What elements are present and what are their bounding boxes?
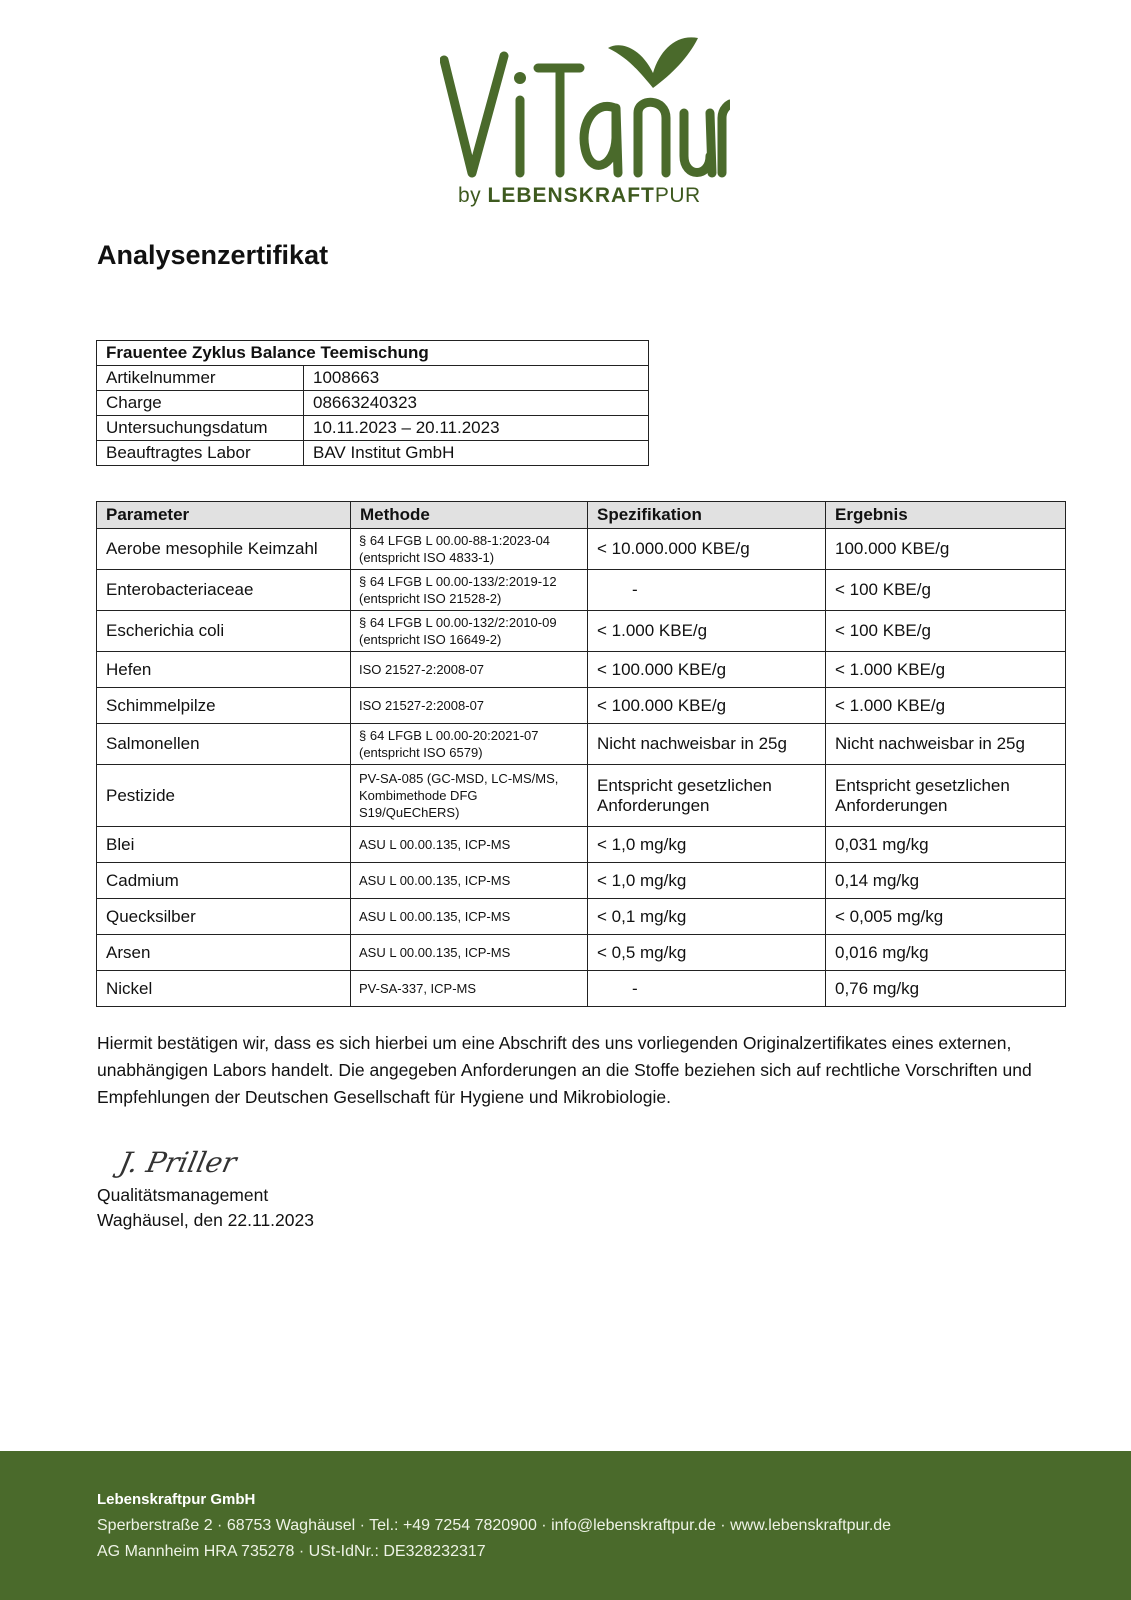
table-row [97,765,1066,827]
cell-parameter: Blei [97,827,351,863]
table-row [97,971,1066,1007]
info-row [97,391,649,416]
cell-result: 0,016 mg/kg [826,935,1066,971]
place-date: Waghäusel, den 22.11.2023 [97,1210,314,1230]
table-row [97,570,1066,611]
cell-method: ASU L 00.00.135, ICP-MS [351,899,588,935]
results-header-row [97,502,1066,529]
cell-method: ISO 21527-2:2008-07 [351,652,588,688]
info-label: Artikelnummer [97,366,304,391]
signer-block [97,1183,314,1233]
cell-parameter: Schimmelpilze [97,688,351,724]
info-label: Untersuchungsdatum [97,416,304,441]
cell-method: ISO 21527-2:2008-07 [351,688,588,724]
cell-parameter: Aerobe mesophile Keimzahl [97,529,351,570]
cell-parameter: Salmonellen [97,724,351,765]
analysis-results-table [96,501,1066,1007]
header-specification: Spezifikation [588,502,826,529]
cell-specification: < 10.000.000 KBE/g [588,529,826,570]
cell-parameter: Enterobacteriaceae [97,570,351,611]
info-value: 08663240323 [304,391,649,416]
header-result: Ergebnis [826,502,1066,529]
cell-parameter: Hefen [97,652,351,688]
cell-result: 0,14 mg/kg [826,863,1066,899]
footer-bar [0,1451,1131,1600]
tagline-suffix: PUR [654,184,701,207]
cell-specification: < 1.000 KBE/g [588,611,826,652]
footer-company: Lebenskraftpur GmbH [97,1491,256,1508]
table-row [97,688,1066,724]
cell-result: Entspricht gesetzlichen Anforderungen [826,765,1066,827]
document-title: Analysenzertifikat [97,240,329,270]
info-value: 10.11.2023 – 20.11.2023 [304,416,649,441]
cell-method: § 64 LFGB L 00.00-133/2:2019-12 (entspricht ISO 21528-2) [351,570,588,611]
info-value: 1008663 [304,366,649,391]
info-value: BAV Institut GmbH [304,441,649,466]
cell-specification: - [588,570,826,611]
cell-method: ASU L 00.00.135, ICP-MS [351,863,588,899]
cell-parameter: Quecksilber [97,899,351,935]
product-info-table [96,340,649,466]
info-label: Beauftragtes Labor [97,441,304,466]
cell-parameter: Nickel [97,971,351,1007]
tagline-bold: LEBENSKRAFT [487,184,655,207]
info-row [97,366,649,391]
info-row [97,416,649,441]
header-method: Methode [351,502,588,529]
cell-method: § 64 LFGB L 00.00-132/2:2010-09 (entspricht ISO 16649-2) [351,611,588,652]
product-name-row [97,341,649,366]
cell-result: 0,76 mg/kg [826,971,1066,1007]
cell-result: < 1.000 KBE/g [826,688,1066,724]
cell-result: Nicht nachweisbar in 25g [826,724,1066,765]
cell-result: < 100 KBE/g [826,570,1066,611]
table-row [97,827,1066,863]
cell-method: ASU L 00.00.135, ICP-MS [351,935,588,971]
signer-role: Qualitätsmanagement [97,1185,269,1205]
table-row [97,899,1066,935]
cell-parameter: Escherichia coli [97,611,351,652]
header-parameter: Parameter [97,502,351,529]
cell-parameter: Cadmium [97,863,351,899]
brand-tagline [458,184,701,208]
handwritten-signature: J. Priller [116,1146,240,1179]
cell-specification: - [588,971,826,1007]
footer-registry: AG Mannheim HRA 735278 · USt-IdNr.: DE328232317 [97,1543,486,1560]
table-row [97,935,1066,971]
cell-result: < 0,005 mg/kg [826,899,1066,935]
table-row [97,863,1066,899]
table-row [97,652,1066,688]
cell-method: § 64 LFGB L 00.00-20:2021-07 (entspricht ISO 6579) [351,724,588,765]
cell-specification: < 1,0 mg/kg [588,863,826,899]
cell-result: 0,031 mg/kg [826,827,1066,863]
table-row [97,724,1066,765]
cell-specification: Nicht nachweisbar in 25g [588,724,826,765]
vitanur-logo-graphic [440,28,730,188]
table-row [97,611,1066,652]
certification-statement: Hiermit bestätigen wir, dass es sich hierbei um eine Abschrift des uns vorliegenden Originalzertifikates eines externen, unabhängigen Labors handelt. Die angegeben Anforderungen an die Stoffe beziehen sich auf rechtliche Vorschriften und Empfehlungen der Deutschen Gesellschaft für Hygiene und Mikrobiologie. [97,1033,1032,1107]
cell-specification: < 0,1 mg/kg [588,899,826,935]
cell-result: 100.000 KBE/g [826,529,1066,570]
cell-specification: < 0,5 mg/kg [588,935,826,971]
product-name: Frauentee Zyklus Balance Teemischung [97,341,649,366]
table-row [97,529,1066,570]
cell-method: § 64 LFGB L 00.00-88-1:2023-04 (entspricht ISO 4833-1) [351,529,588,570]
info-label: Charge [97,391,304,416]
tagline-prefix: by [458,184,488,207]
cell-specification: < 100.000 KBE/g [588,652,826,688]
cell-result: < 1.000 KBE/g [826,652,1066,688]
cell-specification: Entspricht gesetzlichen Anforderungen [588,765,826,827]
cell-specification: < 100.000 KBE/g [588,688,826,724]
cell-method: PV-SA-085 (GC-MSD, LC-MS/MS, Kombimethode DFG S19/QuEChERS) [351,765,588,827]
cell-parameter: Pestizide [97,765,351,827]
footer-address: Sperberstraße 2 · 68753 Waghäusel · Tel.: +49 7254 7820900 · info@lebenskraftpur.de · www.lebenskraftpur.de [97,1517,892,1534]
cell-result: < 100 KBE/g [826,611,1066,652]
cell-method: ASU L 00.00.135, ICP-MS [351,827,588,863]
cell-parameter: Arsen [97,935,351,971]
info-row [97,441,649,466]
cell-method: PV-SA-337, ICP-MS [351,971,588,1007]
cell-specification: < 1,0 mg/kg [588,827,826,863]
